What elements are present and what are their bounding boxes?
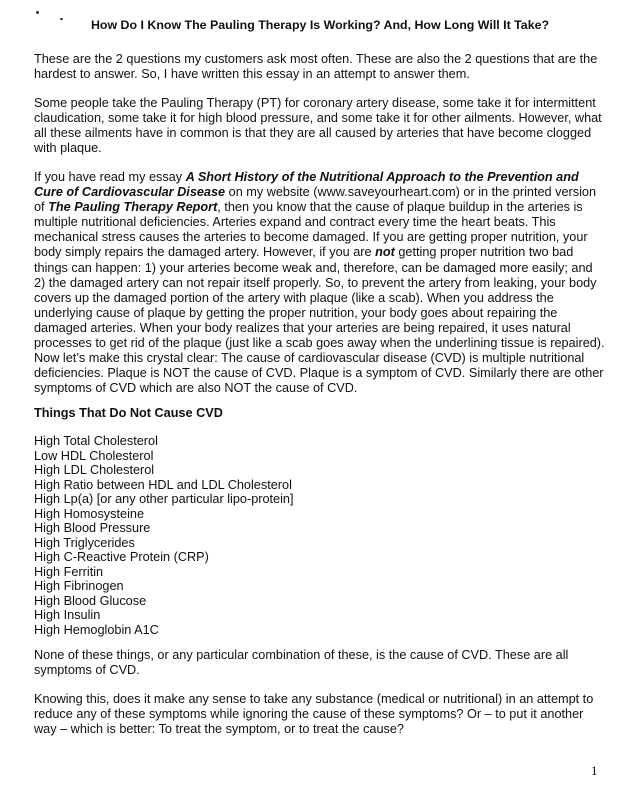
- list-item: High Homosysteine: [34, 506, 145, 521]
- essay-title: A Short History of the Nutritional Approach to the Prevention and Cure of Cardiovascular Disease: [34, 170, 579, 200]
- page-number: 1: [591, 763, 598, 778]
- list-item: Low HDL Cholesterol: [34, 448, 154, 463]
- paragraph-knowing-this: Knowing this, does it make any sense to take any substance (medical or nutritional) in an attempt to reduce any of these symptoms while ignoring the cause of these symptoms? Or – to put it another way – which is better: To treat the symptom, or to treat the cause?: [34, 692, 594, 737]
- list-item: High Ferritin: [34, 564, 104, 579]
- list-item: High Triglycerides: [34, 535, 135, 550]
- list-item: High LDL Cholesterol: [34, 463, 155, 477]
- emphasis-not: not: [375, 245, 395, 260]
- section-heading: Things That Do Not Cause CVD: [34, 406, 223, 420]
- paragraph-none-of-these: None of these things, or any particular combination of these, is the cause of CVD. These are all symptoms of CVD.: [34, 648, 569, 678]
- paragraph-history-text-3: , then you know that the cause of plaque buildup in the arteries is multiple nutritional deficiencies. Arteries expand and contract every time the heart beats. This mechanical stress causes the arteries to become damaged. If you are getting proper nutrition, your body simply repairs the damaged artery. However, if you are: [34, 200, 588, 260]
- list-item: High Lp(a) [or any other particular lipo-protein]: [34, 492, 294, 506]
- list-item: High Blood Glucose: [34, 593, 147, 608]
- paragraph-crystal-clear: Now let’s make this crystal clear: The cause of cardiovascular disease (CVD) is multiple nutritional deficiencies. Plaque is NOT the cause of CVD. Plaque is a symptom of CVD. Similarly there are other symptoms of CVD which are also NOT the cause of CVD.: [34, 351, 604, 396]
- non-cause-list: [34, 434, 294, 637]
- list-item: High Fibrinogen: [34, 579, 124, 593]
- list-item: High Hemoglobin A1C: [34, 622, 159, 637]
- list-item: High Insulin: [34, 608, 101, 622]
- paragraph-history-text-1: If you have read my essay: [34, 170, 186, 184]
- list-item: High Ratio between HDL and LDL Cholesterol: [34, 477, 292, 492]
- list-item: High Total Cholesterol: [34, 434, 158, 448]
- paragraph-history-text-4: getting proper nutrition two bad things can happen: 1) your arteries become weak and, therefore, can be damaged more easily; and 2) the damaged artery can not repair itself properly. So, to prevent the artery from leaking, your body covers up the damaged portion of the artery with plaque (like a scab). When you address the underlying cause of plaque by getting the proper nutrition, your body goes about repairing the damaged arteries. When your body realizes that your arteries are being repaired, it uses natural processes to get rid of the plaque (just like a scab goes away when the underlining tissue is repaired).: [34, 245, 605, 351]
- page-title: How Do I Know The Pauling Therapy Is Working? And, How Long Will It Take?: [90, 18, 550, 32]
- list-item: High C-Reactive Protein (CRP): [34, 550, 209, 564]
- list-item: High Blood Pressure: [34, 521, 151, 535]
- paragraph-intro: These are the 2 questions my customers ask most often. These are also the 2 questions that are the hardest to answer. So, I have written this essay in an attempt to answer them.: [34, 52, 598, 82]
- scan-speck: [36, 11, 39, 14]
- paragraph-ailments: Some people take the Pauling Therapy (PT) for coronary artery disease, some take it for intermittent claudication, some take it for high blood pressure, and some take it for other ailments. However, what all these ailments have in common is that they are all caused by arteries that have become clogged with plaque.: [34, 96, 602, 156]
- paragraph-history: [34, 170, 606, 351]
- report-title: The Pauling Therapy Report: [48, 200, 218, 215]
- paragraph-history-text-2: on my website (www.saveyourheart.com) or in the printed version of: [34, 185, 597, 215]
